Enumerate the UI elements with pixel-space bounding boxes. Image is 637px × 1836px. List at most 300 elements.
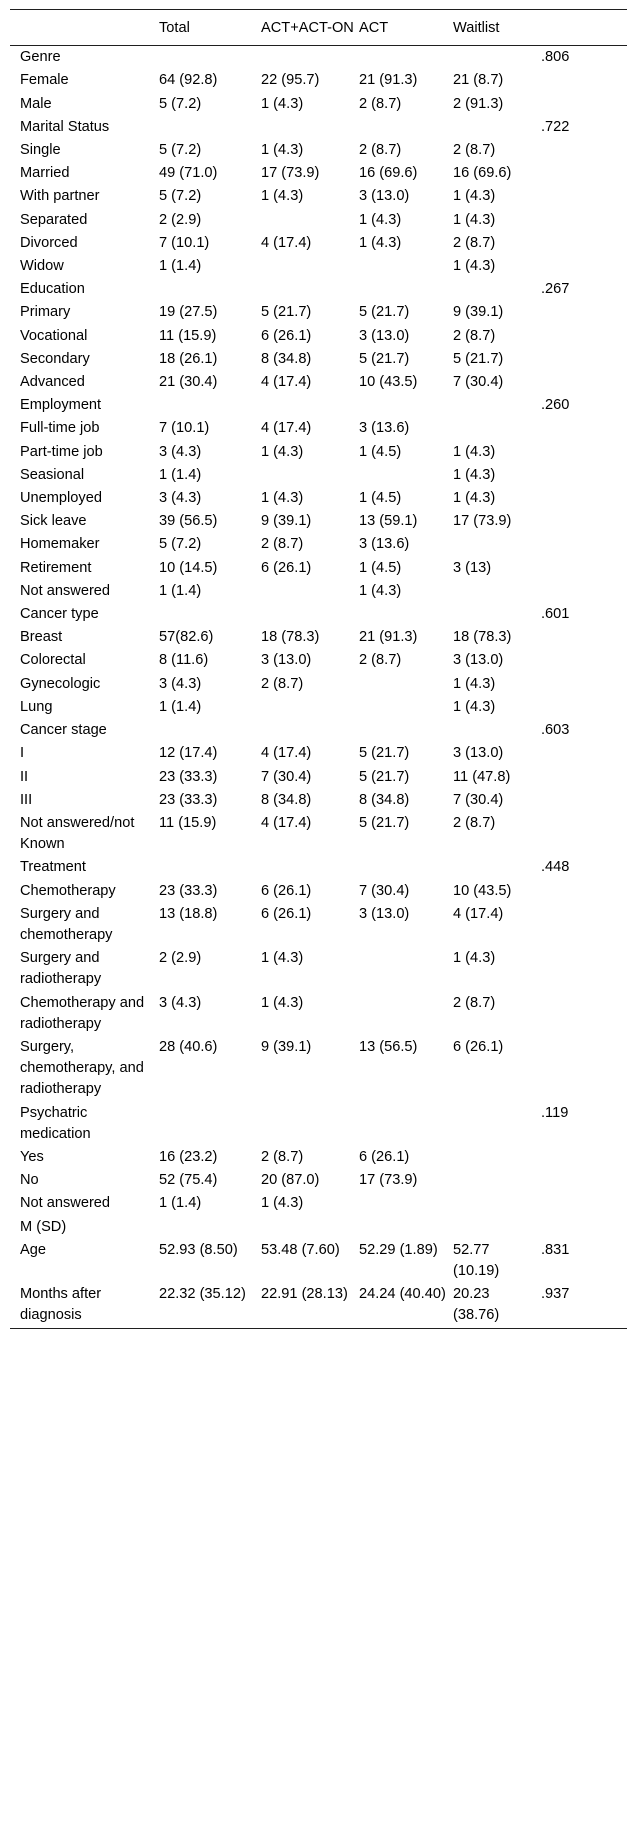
waitlist-cell	[451, 1192, 539, 1215]
act-act-on-cell: 1 (4.3)	[261, 95, 304, 112]
act-act-on-cell: 1 (4.3)	[261, 188, 304, 205]
act-act-on-cell	[259, 603, 357, 626]
table-row	[10, 1283, 627, 1328]
act-act-on-cell	[259, 278, 357, 301]
act-act-on-cell: 5 (21.7)	[261, 304, 312, 321]
act-act-on-cell	[259, 46, 357, 70]
p-value-cell	[539, 185, 627, 208]
table-row	[10, 580, 627, 603]
waitlist-cell	[451, 278, 539, 301]
variable-cell: Separated	[20, 211, 88, 228]
table-row	[10, 255, 627, 278]
act-act-on-cell	[259, 255, 357, 278]
act-cell: 2 (8.7)	[359, 95, 402, 112]
waitlist-cell: 9 (39.1)	[453, 304, 504, 321]
variable-cell: Genre	[20, 49, 61, 66]
table-row	[10, 880, 627, 903]
waitlist-cell	[451, 533, 539, 556]
total-cell: 18 (26.1)	[159, 350, 218, 367]
variable-cell: I	[20, 745, 25, 762]
act-act-on-cell: 4 (17.4)	[261, 814, 312, 831]
p-value-cell	[539, 301, 627, 324]
waitlist-cell: 21 (8.7)	[453, 72, 504, 89]
total-cell: 23 (33.3)	[159, 768, 218, 785]
variable-cell: With partner	[20, 188, 100, 205]
act-act-on-cell	[259, 394, 357, 417]
waitlist-cell: 1 (4.3)	[453, 950, 496, 967]
p-value-cell	[539, 1036, 627, 1102]
table-row	[10, 696, 627, 719]
header-cell-variable	[10, 10, 157, 46]
act-cell: 1 (4.3)	[359, 211, 402, 228]
variable-cell: Yes	[20, 1148, 44, 1165]
table-row	[10, 1239, 627, 1283]
act-act-on-cell: 53.48 (7.60)	[261, 1241, 340, 1258]
table-row	[10, 603, 627, 626]
act-act-on-cell: 22 (95.7)	[261, 72, 320, 89]
table-row	[10, 185, 627, 208]
total-cell: 13 (18.8)	[159, 905, 218, 922]
variable-cell: Female	[20, 72, 69, 89]
p-value-cell	[539, 1216, 627, 1239]
waitlist-cell	[451, 603, 539, 626]
p-value-cell	[539, 325, 627, 348]
act-cell	[357, 116, 451, 139]
act-cell	[357, 673, 451, 696]
variable-cell: Primary	[20, 304, 71, 321]
waitlist-cell: 20.23 (38.76)	[453, 1286, 500, 1324]
table-row	[10, 394, 627, 417]
total-cell	[157, 278, 259, 301]
table-row	[10, 93, 627, 116]
act-act-on-cell	[259, 580, 357, 603]
table-row	[10, 69, 627, 92]
p-value-cell	[539, 162, 627, 185]
p-value-cell	[539, 1146, 627, 1169]
p-value-cell	[539, 766, 627, 789]
waitlist-cell	[451, 46, 539, 70]
act-cell	[357, 856, 451, 879]
table-row	[10, 417, 627, 440]
total-cell	[157, 1216, 259, 1239]
act-cell: 52.29 (1.89)	[359, 1241, 438, 1258]
total-cell: 5 (7.2)	[159, 142, 202, 159]
waitlist-cell	[451, 1102, 539, 1146]
variable-cell: Treatment	[20, 859, 86, 876]
total-cell: 19 (27.5)	[159, 304, 218, 321]
variable-cell: Psychatric medication	[20, 1104, 91, 1142]
act-cell: 21 (91.3)	[359, 72, 418, 89]
total-cell: 1 (1.4)	[159, 582, 202, 599]
act-cell: 17 (73.9)	[359, 1172, 418, 1189]
table-row	[10, 1192, 627, 1215]
act-cell	[357, 696, 451, 719]
p-value-cell: .267	[541, 281, 570, 298]
table-row	[10, 1169, 627, 1192]
waitlist-cell	[451, 417, 539, 440]
waitlist-cell: 1 (4.3)	[453, 443, 496, 460]
table-row	[10, 1036, 627, 1102]
total-cell: 28 (40.6)	[159, 1038, 218, 1055]
act-cell	[357, 947, 451, 991]
act-act-on-cell: 1 (4.3)	[261, 142, 304, 159]
act-cell: 16 (69.6)	[359, 165, 418, 182]
p-value-cell	[539, 992, 627, 1036]
variable-cell: Gynecologic	[20, 675, 101, 692]
variable-cell: Secondary	[20, 350, 90, 367]
waitlist-cell: 2 (8.7)	[453, 142, 496, 159]
total-cell: 11 (15.9)	[159, 814, 217, 831]
act-cell: 1 (4.5)	[359, 490, 402, 507]
total-cell: 22.32 (35.12)	[159, 1286, 246, 1303]
total-cell: 3 (4.3)	[159, 490, 202, 507]
table-row	[10, 325, 627, 348]
act-cell: 13 (59.1)	[359, 513, 418, 530]
p-value-cell: .806	[541, 49, 570, 66]
variable-cell: M (SD)	[20, 1218, 67, 1235]
p-value-cell	[539, 510, 627, 533]
table-row	[10, 992, 627, 1036]
p-value-cell	[539, 626, 627, 649]
table-row	[10, 856, 627, 879]
variable-cell: Surgery and chemotherapy	[20, 905, 113, 943]
act-act-on-cell: 9 (39.1)	[261, 513, 312, 530]
variable-cell: Cancer type	[20, 606, 99, 623]
table-row	[10, 626, 627, 649]
table-row	[10, 116, 627, 139]
act-act-on-cell: 22.91 (28.13)	[261, 1286, 348, 1303]
waitlist-cell: 18 (78.3)	[453, 629, 512, 646]
waitlist-cell: 1 (4.3)	[453, 466, 496, 483]
total-cell	[157, 719, 259, 742]
p-value-cell	[539, 903, 627, 947]
act-act-on-cell: 6 (26.1)	[261, 882, 312, 899]
table-row	[10, 1102, 627, 1146]
p-value-cell: .722	[541, 118, 570, 135]
waitlist-cell	[451, 1146, 539, 1169]
variable-cell: Vocational	[20, 327, 88, 344]
p-value-cell	[539, 417, 627, 440]
total-cell	[157, 116, 259, 139]
table-row	[10, 46, 627, 70]
header-row	[10, 10, 627, 46]
variable-cell: Married	[20, 165, 70, 182]
total-cell: 1 (1.4)	[159, 1195, 202, 1212]
table-row	[10, 162, 627, 185]
act-act-on-cell: 8 (34.8)	[261, 350, 312, 367]
act-act-on-cell	[259, 696, 357, 719]
variable-cell: Chemotherapy	[20, 882, 116, 899]
waitlist-cell: 1 (4.3)	[453, 211, 496, 228]
act-cell: 1 (4.3)	[359, 234, 402, 251]
act-cell	[357, 278, 451, 301]
act-cell: 2 (8.7)	[359, 142, 402, 159]
waitlist-cell: 1 (4.3)	[453, 258, 496, 275]
table-row	[10, 510, 627, 533]
total-cell	[157, 856, 259, 879]
p-value-cell: .937	[541, 1286, 570, 1303]
waitlist-cell: 3 (13)	[453, 559, 492, 576]
table-row	[10, 649, 627, 672]
act-act-on-cell: 2 (8.7)	[261, 536, 304, 553]
variable-cell: Retirement	[20, 559, 92, 576]
act-act-on-cell	[259, 464, 357, 487]
total-cell: 8 (11.6)	[159, 652, 209, 669]
variable-cell: Full-time job	[20, 420, 100, 437]
act-act-on-cell	[259, 719, 357, 742]
p-value-cell: .119	[541, 1104, 569, 1121]
p-value-cell	[539, 649, 627, 672]
total-cell: 5 (7.2)	[159, 95, 202, 112]
total-cell: 23 (33.3)	[159, 882, 218, 899]
act-act-on-cell: 6 (26.1)	[261, 327, 312, 344]
variable-cell: Sick leave	[20, 513, 87, 530]
p-value-cell	[539, 673, 627, 696]
table-row	[10, 742, 627, 765]
p-value-cell	[539, 209, 627, 232]
waitlist-cell: 2 (91.3)	[453, 95, 504, 112]
waitlist-cell: 52.77 (10.19)	[453, 1241, 500, 1279]
act-act-on-cell: 4 (17.4)	[261, 420, 312, 437]
waitlist-cell: 2 (8.7)	[453, 994, 496, 1011]
waitlist-cell	[451, 116, 539, 139]
p-value-cell	[539, 69, 627, 92]
act-cell: 5 (21.7)	[359, 350, 410, 367]
act-act-on-cell: 4 (17.4)	[261, 374, 312, 391]
act-cell: 5 (21.7)	[359, 768, 410, 785]
waitlist-cell	[451, 1216, 539, 1239]
waitlist-cell: 4 (17.4)	[453, 905, 504, 922]
act-act-on-cell: 17 (73.9)	[261, 165, 320, 182]
waitlist-cell: 16 (69.6)	[453, 165, 512, 182]
act-cell: 1 (4.3)	[359, 582, 402, 599]
table-row	[10, 812, 627, 856]
total-cell: 3 (4.3)	[159, 443, 202, 460]
act-act-on-cell: 1 (4.3)	[261, 994, 304, 1011]
variable-cell: Age	[20, 1241, 46, 1258]
total-cell: 64 (92.8)	[159, 72, 218, 89]
variable-cell: Education	[20, 281, 85, 298]
variable-cell: Seasional	[20, 466, 85, 483]
p-value-cell: .831	[541, 1241, 570, 1258]
table-row	[10, 766, 627, 789]
p-value-cell	[539, 557, 627, 580]
waitlist-cell: 17 (73.9)	[453, 513, 512, 530]
act-act-on-cell: 6 (26.1)	[261, 559, 312, 576]
header-cell-act-act-on: ACT+ACT-ON	[261, 20, 354, 36]
waitlist-cell: 11 (47.8)	[453, 768, 511, 785]
total-cell	[157, 1102, 259, 1146]
waitlist-cell: 10 (43.5)	[453, 882, 512, 899]
total-cell: 1 (1.4)	[159, 258, 202, 275]
p-value-cell: .601	[541, 606, 570, 623]
total-cell: 2 (2.9)	[159, 950, 202, 967]
act-cell: 5 (21.7)	[359, 745, 410, 762]
act-cell: 7 (30.4)	[359, 882, 410, 899]
total-cell: 1 (1.4)	[159, 698, 202, 715]
act-act-on-cell	[259, 209, 357, 232]
total-cell: 3 (4.3)	[159, 675, 202, 692]
p-value-cell	[539, 348, 627, 371]
waitlist-cell: 1 (4.3)	[453, 675, 496, 692]
total-cell: 23 (33.3)	[159, 791, 218, 808]
table-row	[10, 487, 627, 510]
total-cell: 5 (7.2)	[159, 536, 202, 553]
total-cell: 12 (17.4)	[159, 745, 218, 762]
variable-cell: Advanced	[20, 374, 85, 391]
header-cell-act: ACT	[359, 20, 389, 36]
table-row	[10, 947, 627, 991]
waitlist-cell: 1 (4.3)	[453, 698, 496, 715]
p-value-cell	[539, 789, 627, 812]
act-cell: 3 (13.0)	[359, 905, 410, 922]
variable-cell: Not answered	[20, 1195, 111, 1212]
act-cell: 3 (13.6)	[359, 420, 410, 437]
waitlist-cell	[451, 1169, 539, 1192]
act-cell	[357, 719, 451, 742]
waitlist-cell	[451, 719, 539, 742]
act-cell	[357, 603, 451, 626]
total-cell: 11 (15.9)	[159, 327, 217, 344]
table-row	[10, 1146, 627, 1169]
variable-cell: II	[20, 768, 29, 785]
waitlist-cell: 2 (8.7)	[453, 234, 496, 251]
variable-cell: Months after diagnosis	[20, 1286, 102, 1324]
waitlist-cell: 7 (30.4)	[453, 374, 504, 391]
table-row	[10, 464, 627, 487]
total-cell	[157, 394, 259, 417]
p-value-cell	[539, 464, 627, 487]
waitlist-cell: 3 (13.0)	[453, 652, 504, 669]
act-act-on-cell: 1 (4.3)	[261, 1195, 304, 1212]
act-act-on-cell	[259, 1216, 357, 1239]
variable-cell: Not answered/not Known	[20, 814, 135, 853]
act-act-on-cell: 1 (4.3)	[261, 490, 304, 507]
table-row	[10, 209, 627, 232]
table-row	[10, 557, 627, 580]
p-value-cell	[539, 93, 627, 116]
act-act-on-cell: 2 (8.7)	[261, 675, 304, 692]
p-value-cell	[539, 487, 627, 510]
table-row	[10, 441, 627, 464]
act-cell	[357, 46, 451, 70]
waitlist-cell: 2 (8.7)	[453, 327, 496, 344]
table-row	[10, 301, 627, 324]
p-value-cell: .260	[541, 397, 570, 414]
p-value-cell	[539, 232, 627, 255]
act-cell: 8 (34.8)	[359, 791, 410, 808]
variable-cell: III	[20, 791, 33, 808]
act-cell: 1 (4.5)	[359, 559, 402, 576]
variable-cell: Divorced	[20, 234, 78, 251]
act-cell: 3 (13.0)	[359, 188, 410, 205]
waitlist-cell: 1 (4.3)	[453, 188, 496, 205]
act-cell	[357, 992, 451, 1036]
act-cell: 1 (4.5)	[359, 443, 402, 460]
table-row	[10, 232, 627, 255]
act-cell: 5 (21.7)	[359, 304, 410, 321]
act-cell	[357, 464, 451, 487]
variable-cell: Widow	[20, 258, 64, 275]
p-value-cell	[539, 696, 627, 719]
waitlist-cell	[451, 856, 539, 879]
total-cell: 52.93 (8.50)	[159, 1241, 238, 1258]
waitlist-cell: 6 (26.1)	[453, 1038, 504, 1055]
p-value-cell	[539, 533, 627, 556]
act-act-on-cell: 18 (78.3)	[261, 629, 320, 646]
act-act-on-cell	[259, 1102, 357, 1146]
total-cell: 7 (10.1)	[159, 420, 210, 437]
p-value-cell	[539, 1169, 627, 1192]
p-value-cell: .448	[541, 859, 570, 876]
p-value-cell	[539, 880, 627, 903]
waitlist-cell: 5 (21.7)	[453, 350, 504, 367]
act-cell: 6 (26.1)	[359, 1148, 410, 1165]
act-act-on-cell: 20 (87.0)	[261, 1172, 320, 1189]
table-body	[10, 46, 627, 1328]
table-header	[10, 10, 627, 46]
waitlist-cell	[451, 394, 539, 417]
act-cell	[357, 1102, 451, 1146]
p-value-cell	[539, 580, 627, 603]
waitlist-cell: 1 (4.3)	[453, 490, 496, 507]
act-act-on-cell: 1 (4.3)	[261, 443, 304, 460]
table-row	[10, 533, 627, 556]
total-cell: 7 (10.1)	[159, 234, 210, 251]
table-row	[10, 278, 627, 301]
variable-cell: No	[20, 1172, 39, 1189]
act-cell: 21 (91.3)	[359, 629, 418, 646]
table-row	[10, 673, 627, 696]
total-cell: 21 (30.4)	[159, 374, 218, 391]
act-cell: 3 (13.0)	[359, 327, 410, 344]
total-cell	[157, 603, 259, 626]
total-cell: 57(82.6)	[159, 629, 214, 646]
table-row	[10, 1216, 627, 1239]
table-row	[10, 139, 627, 162]
total-cell: 16 (23.2)	[159, 1148, 218, 1165]
total-cell: 39 (56.5)	[159, 513, 218, 530]
variable-cell: Cancer stage	[20, 722, 107, 739]
total-cell: 2 (2.9)	[159, 211, 202, 228]
header-cell-total: Total	[159, 20, 190, 36]
header-cell-waitlist: Waitlist	[453, 20, 500, 36]
total-cell: 5 (7.2)	[159, 188, 202, 205]
variable-cell: Employment	[20, 397, 102, 414]
act-cell: 3 (13.6)	[359, 536, 410, 553]
act-act-on-cell: 4 (17.4)	[261, 234, 312, 251]
variable-cell: Single	[20, 142, 61, 159]
act-act-on-cell	[259, 116, 357, 139]
p-value-cell	[539, 255, 627, 278]
p-value-cell: .603	[541, 722, 570, 739]
total-cell: 1 (1.4)	[159, 466, 202, 483]
variable-cell: Homemaker	[20, 536, 100, 553]
variable-cell: Lung	[20, 698, 53, 715]
variable-cell: Unemployed	[20, 490, 102, 507]
table-row	[10, 789, 627, 812]
act-act-on-cell: 2 (8.7)	[261, 1148, 304, 1165]
variable-cell: Chemotherapy and radiotherapy	[20, 994, 145, 1032]
total-cell: 49 (71.0)	[159, 165, 218, 182]
act-cell: 24.24 (40.40)	[359, 1286, 446, 1303]
variable-cell: Male	[20, 95, 52, 112]
act-cell	[357, 1216, 451, 1239]
variable-cell: Colorectal	[20, 652, 86, 669]
variable-cell: Surgery and radiotherapy	[20, 950, 102, 988]
act-cell	[357, 1192, 451, 1215]
act-cell	[357, 255, 451, 278]
